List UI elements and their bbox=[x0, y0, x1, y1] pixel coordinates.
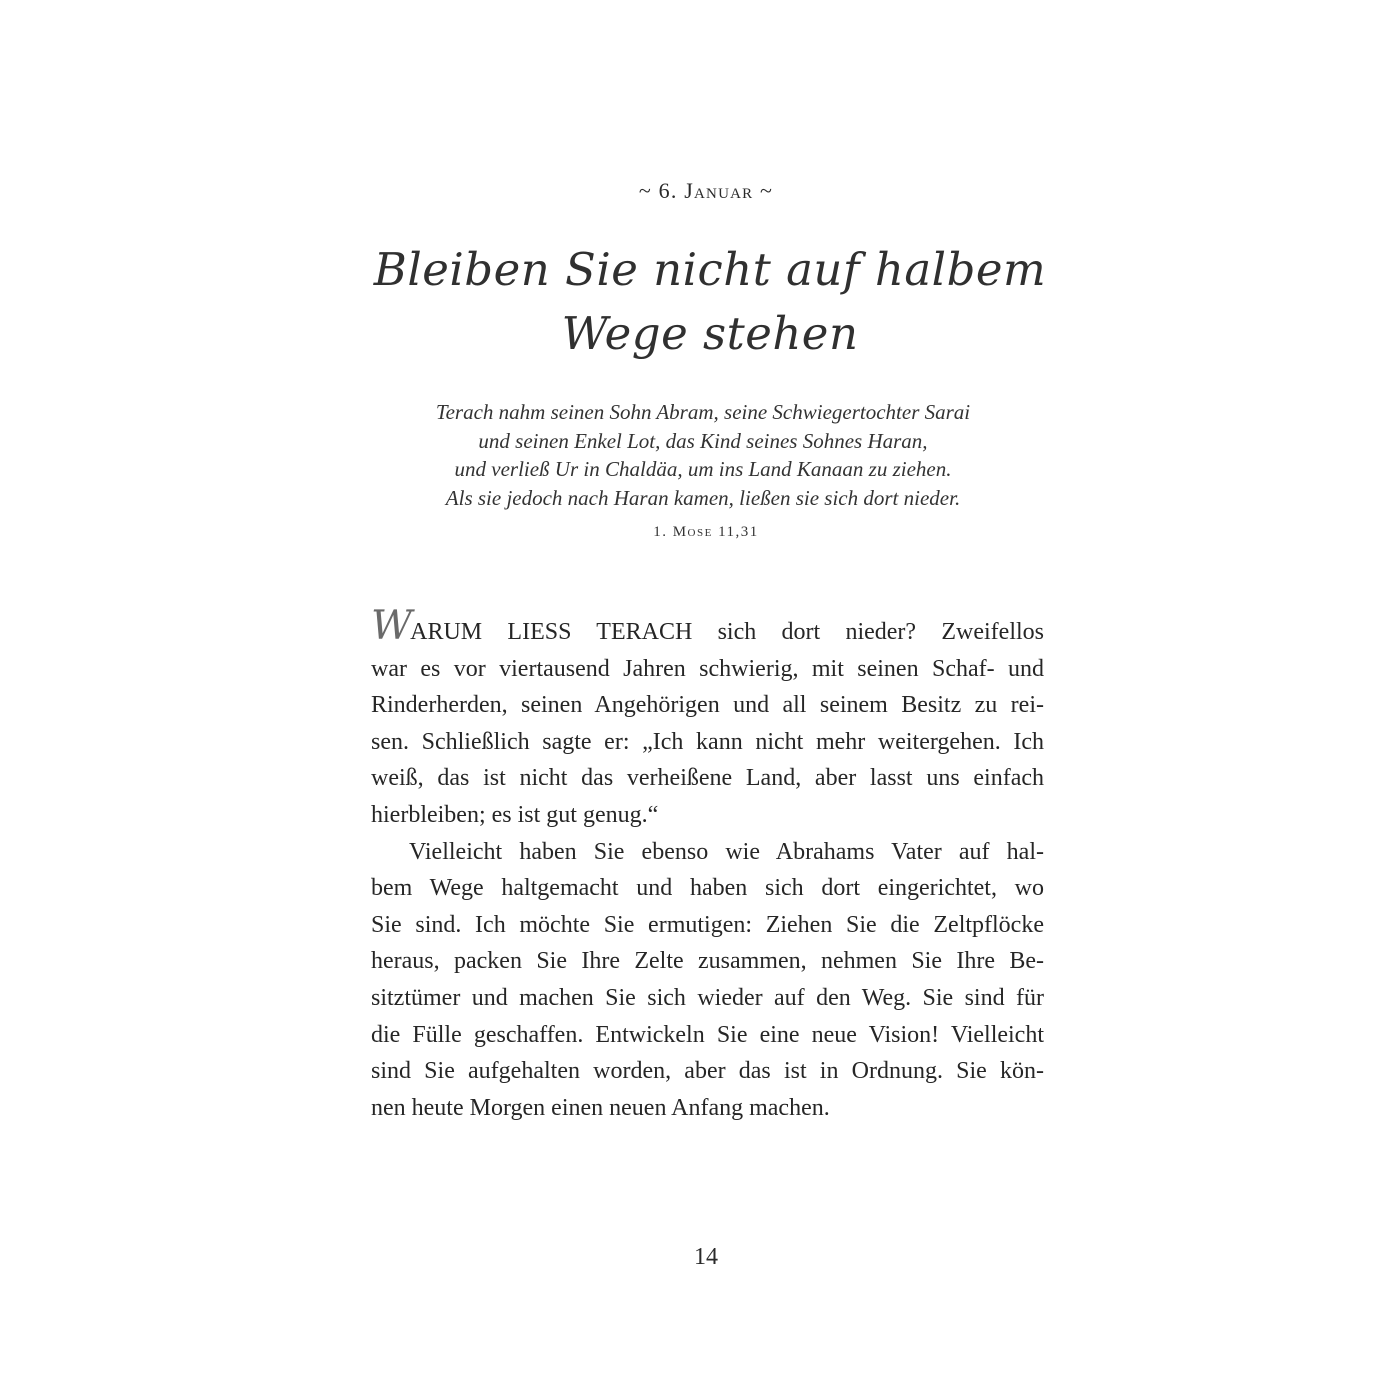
bible-verse bbox=[0, 398, 1400, 512]
verse-reference: 1. Mose 11,31 bbox=[653, 524, 759, 540]
verse-line-1: Terach nahm seinen Sohn Abram, seine Schwiegertochter Sarai bbox=[435, 400, 971, 424]
paragraph-2-line: sitztümer und machen Sie sich wieder auf den Weg. Sie sind für bbox=[371, 984, 1044, 1011]
page-number: 14 bbox=[694, 1244, 718, 1270]
paragraph-1-line: war es vor viertausend Jahren schwierig, mit seinen Schaf- und bbox=[371, 655, 1044, 682]
paragraph-1 bbox=[371, 603, 1044, 834]
paragraph-2 bbox=[371, 834, 1044, 1127]
paragraph-2-line: nen heute Morgen einen neuen Anfang machen. bbox=[371, 1094, 830, 1121]
first-line-text: ARUM LIESS TERACH sich dort nieder? Zweifellos bbox=[410, 619, 1044, 645]
page-title bbox=[0, 238, 1400, 366]
paragraph-2-line: Sie sind. Ich möchte Sie ermutigen: Ziehen Sie die Zeltpflöcke bbox=[371, 911, 1044, 938]
date-heading: ~ 6. Januar ~ bbox=[638, 178, 774, 203]
paragraph-1-line: hierbleiben; es ist gut genug.“ bbox=[371, 801, 659, 828]
paragraph-2-line: Vielleicht haben Sie ebenso wie Abrahams Vater auf hal- bbox=[409, 838, 1044, 865]
paragraph-1-first-line bbox=[371, 603, 1044, 651]
verse-line-4: Als sie jedoch nach Haran kamen, ließen sie sich dort nieder. bbox=[445, 485, 961, 510]
title-line-1: Bleiben Sie nicht auf halbem bbox=[373, 243, 1047, 296]
paragraph-2-line: heraus, packen Sie Ihre Zelte zusammen, nehmen Sie Ihre Be- bbox=[371, 948, 1044, 975]
paragraph-2-line: bem Wege haltgemacht und haben sich dort eingerichtet, wo bbox=[371, 875, 1044, 902]
paragraph-1-line: weiß, das ist nicht das verheißene Land, aber lasst uns einfach bbox=[371, 765, 1044, 792]
body-text bbox=[371, 603, 1044, 1126]
drop-cap: W bbox=[371, 603, 411, 649]
title-line-2: Wege stehen bbox=[561, 307, 859, 360]
paragraph-1-line: Rinderherden, seinen Angehörigen und all seinem Besitz zu rei- bbox=[371, 692, 1044, 719]
paragraph-2-line: sind Sie aufgehalten worden, aber das ist in Ordnung. Sie kön- bbox=[371, 1058, 1044, 1085]
verse-line-2: und seinen Enkel Lot, das Kind seines Sohnes Haran, bbox=[478, 428, 928, 453]
paragraph-1-line: sen. Schließlich sagte er: „Ich kann nicht mehr weitergehen. Ich bbox=[371, 728, 1044, 755]
verse-line-3: und verließ Ur in Chaldäa, um ins Land Kanaan zu ziehen. bbox=[454, 457, 952, 481]
paragraph-2-line: die Fülle geschaffen. Entwickeln Sie eine neue Vision! Vielleicht bbox=[371, 1021, 1044, 1048]
